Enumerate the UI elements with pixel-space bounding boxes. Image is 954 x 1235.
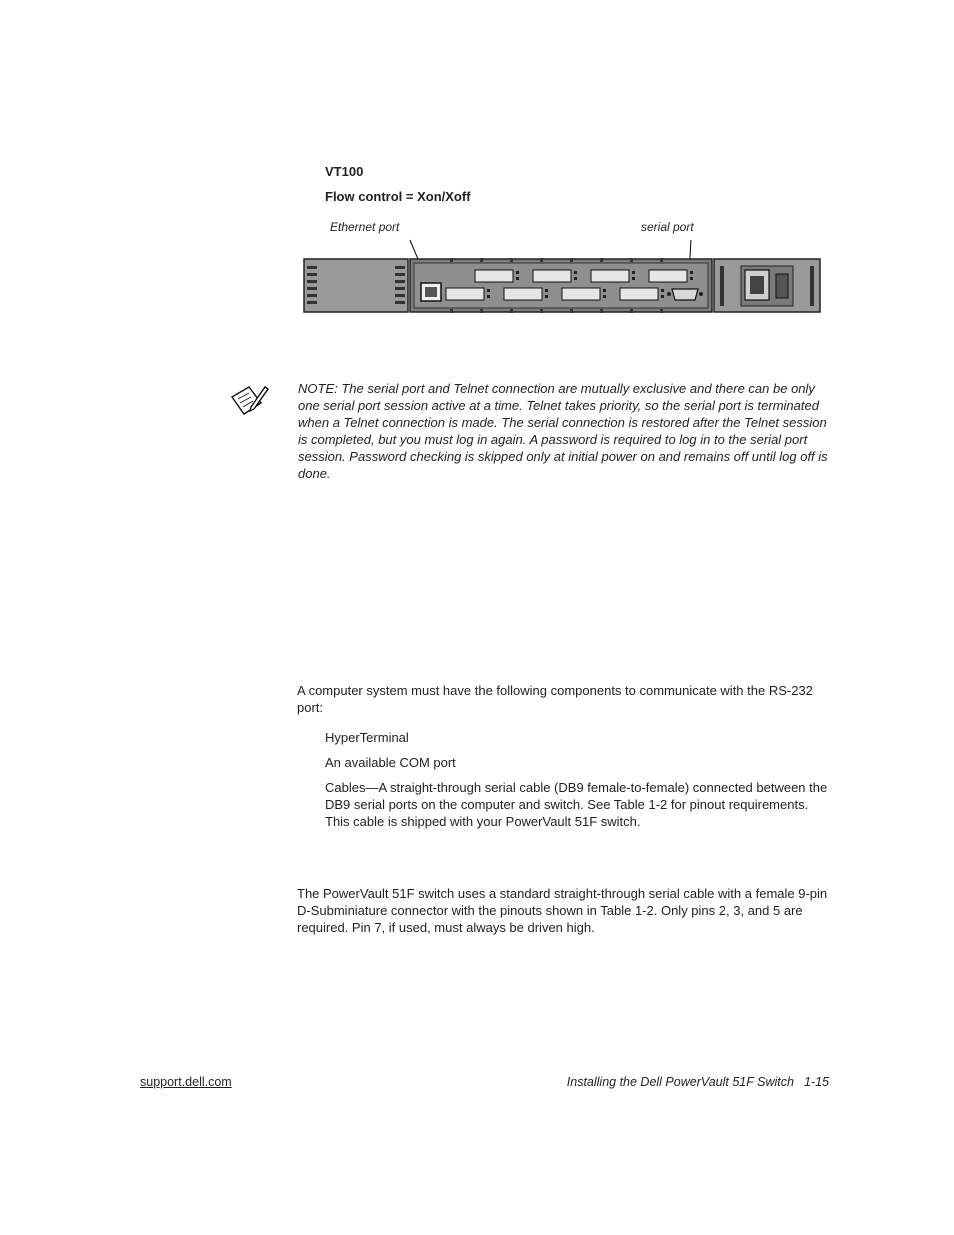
switch-back-panel-figure [300, 236, 825, 316]
page-number: 1-15 [803, 1075, 829, 1089]
list-item: HyperTerminal [325, 730, 409, 745]
list-item: An available COM port [325, 755, 456, 770]
terminal-setting: VT100 [325, 164, 364, 179]
note-text: NOTE: The serial port and Telnet connection are mutually exclusive and there can be only one serial port session active at a time. Telnet takes priority, so the serial port is terminated when a Telnet connection is made. The serial connection is restored after the Telnet session is completed, but you must log in again. A password is required to log in to the serial port session. Password checking is skipped only at initial power on and remains off until log off is done. [298, 381, 828, 481]
note-pencil-icon [229, 383, 269, 419]
left-panel [304, 259, 408, 312]
running-footer [567, 1075, 829, 1089]
power-switch [776, 274, 788, 298]
serial-port [672, 289, 698, 300]
flow-control-setting: Flow control = Xon/Xoff [325, 189, 471, 204]
footer-title: Installing the Dell PowerVault 51F Switch [566, 1075, 794, 1089]
serial-port-label: serial port [641, 220, 694, 234]
requirements-intro: A computer system must have the following components to communicate with the RS-232 port: [297, 683, 813, 715]
support-link[interactable]: support.dell.com [140, 1075, 232, 1089]
cable-paragraph: The PowerVault 51F switch uses a standard straight-through serial cable with a female 9-pin D-Subminiature connector with the pinouts shown in Table 1-2. Only pins 2, 3, and 5 are required. Pin 7, if used, must always be driven high. [297, 886, 828, 935]
list-item: Cables—A straight-through serial cable (DB9 female-to-female) connected between the DB9 serial ports on the computer and switch. See Table 1-2 for pinout requirements. This cable is shipped with your PowerVault 51F switch. [325, 780, 828, 829]
ethernet-port-label: Ethernet port [330, 220, 400, 234]
